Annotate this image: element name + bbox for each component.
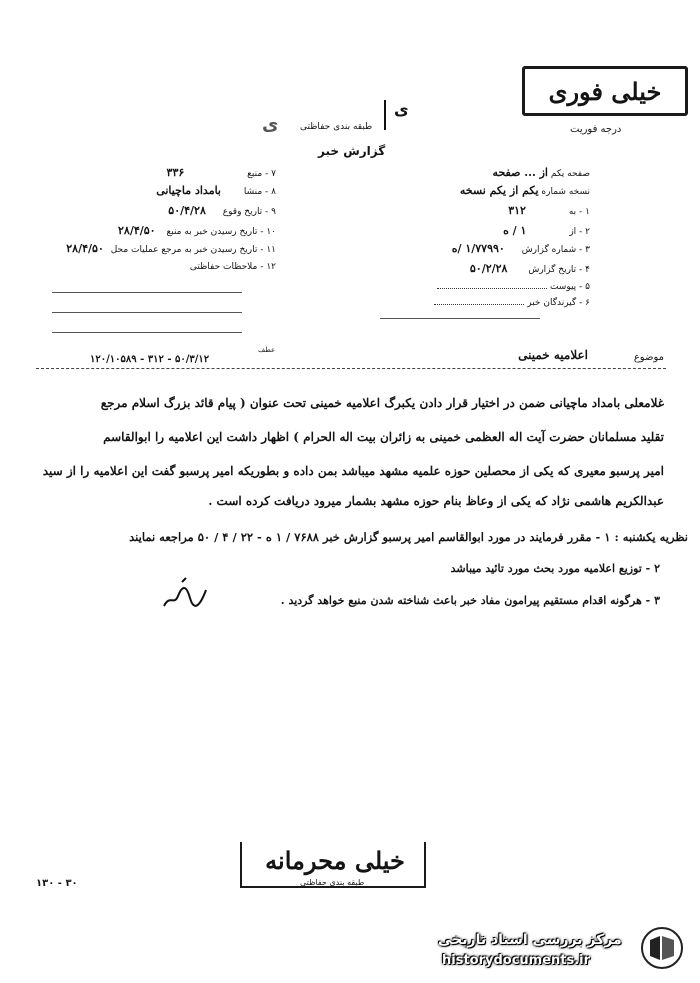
- bottom-stamp-label: طبقه بندی حفاظتی: [300, 878, 365, 887]
- body-line: عبدالکریم هاشمی نژاد که یکی از وعاظ بنام حوزه مشهد بشمار میرود دریافت کرده است .: [208, 494, 664, 508]
- urgency-label: درجه فوریت: [570, 124, 622, 135]
- field-to: ۱ - به ۳۱۲: [508, 204, 590, 217]
- history-documents-logo-icon: [640, 926, 684, 970]
- blank-line: [380, 318, 540, 319]
- field-source: ۷ - منبع ۳۳۶: [166, 166, 276, 179]
- urgency-stamp: خیلی فوری: [522, 66, 688, 116]
- signature: [160, 576, 210, 612]
- subject-divider: [36, 368, 666, 369]
- action-line: نظریه یکشنبه : ۱ - مقرر فرمایند در مورد ابوالقاسم امیر پرسبو گزارش خبر ۷۶۸۸ / ۱ ه - ۲۲ / ۴ / ۵۰ مراجعه نمایند: [129, 530, 688, 544]
- report-title: گزارش خبر: [318, 144, 386, 158]
- field-report-number: ۳ - شماره گزارش ۱/۷۷۹۹۰ /ه: [451, 242, 590, 255]
- field-recipients: ۶ - گیرندگان خبر: [434, 298, 590, 308]
- signature-scribble-icon: [160, 576, 210, 612]
- watermark-url: historydocuments.ir: [442, 953, 591, 968]
- field-received-by-local-ops: ۱۱ - تاریخ رسیدن خبر به مرجع عملیات محل ۲۸/۴/۵۰: [66, 242, 276, 255]
- blank-line: [52, 292, 242, 293]
- watermark-title: مرکز بررسی اسناد تاریخی: [438, 932, 622, 948]
- body-line: غلامعلی بامداد ماچیانی ضمن در اختیار قرار دادن یکبرگ اعلامیه خمینی تحت عنوان ( پیام قائد بزرگ اسلام مرجع: [100, 396, 664, 410]
- field-origin: ۸ - منشا بامداد ماچیانی: [156, 184, 276, 197]
- bottom-stamp-text: خیلی محرمانه: [265, 846, 405, 875]
- blank-line: [52, 332, 242, 333]
- classification-mark-left: ی: [262, 114, 279, 135]
- subject-value: اعلامیه خمینی: [518, 348, 588, 362]
- subject-ref-value: ۵۰/۳/۱۲ - ۳۱۲ - ۱۲۰/۱۰۵۸۹: [90, 354, 210, 365]
- page-code: ۳۰ - ۱۳۰: [36, 878, 78, 889]
- field-attachment: ۵ - پیوست: [437, 282, 590, 292]
- field-page: صفحه یکم از ... صفحه: [492, 166, 590, 179]
- field-report-date: ۴ - تاریخ گزارش ۵۰/۲/۲۸: [469, 262, 590, 275]
- body-line: امیر پرسبو معیری که یکی از محصلین حوزه علمیه مشهد میباشد بمن داده و بطوریکه امیر پرسبو گفت این اعلامیه را از سید: [42, 464, 664, 478]
- classification-mark-right: ی: [384, 100, 420, 130]
- field-from: ۲ - از ۱ / ه: [503, 224, 590, 237]
- action-line: ۳ - هرگونه اقدام مستقیم پیرامون مفاد خبر باعث شناخته شدن منبع خواهد گردید .: [280, 594, 660, 607]
- field-security-notes: ۱۲ - ملاحظات حفاظتی: [189, 262, 276, 272]
- action-line: ۲ - توزیع اعلامیه مورد بحث مورد تائید میباشد: [450, 562, 660, 575]
- subject-ref-label: عطف: [258, 346, 276, 354]
- field-received-by-source: ۱۰ - تاریخ رسیدن خبر به منبع ۲۸/۴/۵۰: [118, 224, 276, 237]
- classification-label: طبقه بندی حفاظتی: [300, 122, 373, 132]
- field-event-date: ۹ - تاریخ وقوع ۵۰/۴/۲۸: [168, 204, 276, 217]
- field-copy-number: نسخه شماره یکم از یکم نسخه: [459, 184, 590, 197]
- subject-label: موضوع: [633, 352, 664, 363]
- blank-line: [52, 312, 242, 313]
- body-line: تقلید مسلمانان حضرت آیت اله العظمی خمینی به زائران بیت اله الحرام ) اظهار داشت این اعلامیه را ابوالقاسم: [103, 430, 664, 444]
